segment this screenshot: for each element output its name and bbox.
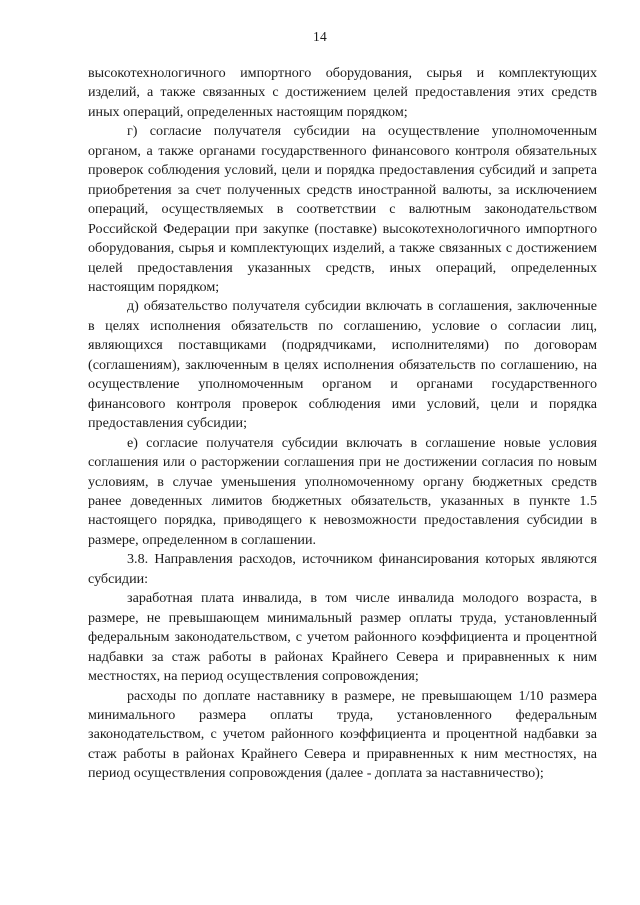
- page-number: 14: [313, 29, 327, 44]
- paragraph-section-3-8: 3.8. Направления расходов, источником финансирования которых являются субсидии:: [88, 551, 597, 587]
- paragraph-item-g: г) согласие получателя субсидии на осуществление уполномоченным органом, а также органами государственного финансового контроля обязательных проверок соблюдения условий, цели и порядка предоставления субсидий и запрета приобретения за счет полученных средств иностранной валюты, за исключением операций, осуществляемых в соответствии с валютным законодательством Российской Федерации при закупке (поставке) высокотехнологичного импортного оборудования, сырья и комплектующих изделий, а также связанных с достижением целей предоставления указанных средств, иных операций, определенных настоящим порядком;: [88, 123, 597, 295]
- document-body: [88, 64, 597, 784]
- paragraph-continuation: высокотехнологичного импортного оборудования, сырья и комплектующих изделий, а также связанных с достижением целей предоставления этих средств иных операций, определенных настоящим порядком;: [88, 65, 597, 120]
- paragraph-expense-salary: заработная плата инвалида, в том числе инвалида молодого возраста, в размере, не превышающем минимальный размер оплаты труда, установленный федеральным законодательством, с учетом районного коэффициента и процентной надбавки за стаж работы в районах Крайнего Севера и приравненных к ним местностях, на период осуществления сопровождения;: [88, 590, 597, 685]
- paragraph-item-d: д) обязательство получателя субсидии включать в соглашения, заключенные в целях исполнения обязательств по соглашению, условие о согласии лиц, являющихся поставщиками (подрядчиками, исполнителями) по договорам (соглашениям), заключенным в целях исполнения обязательств по соглашению, на осуществление уполномоченным органом и органами государственного финансового контроля проверок соблюдения ими условий, цели и порядка предоставления субсидии;: [88, 298, 597, 432]
- paragraph-item-e: е) согласие получателя субсидии включать в соглашение новые условия соглашения или о расторжении соглашения при не достижении согласия по новым условиям, в случае уменьшения уполномоченному органу бюджетных средств ранее доведенных лимитов бюджетных обязательств, указанных в пункте 1.5 настоящего порядка, приводящего к невозможности предоставления субсидии в размере, определенном в соглашении.: [88, 434, 597, 548]
- paragraph-expense-mentor: расходы по доплате наставнику в размере, не превышающем 1/10 размера минимального размера оплаты труда, установленного федеральным законодательством, с учетом районного коэффициента и процентной надбавки за стаж работы в районах Крайнего Севера и приравненных к ним местностях, на период осуществления сопровождения (далее - доплата за наставничество);: [88, 687, 597, 782]
